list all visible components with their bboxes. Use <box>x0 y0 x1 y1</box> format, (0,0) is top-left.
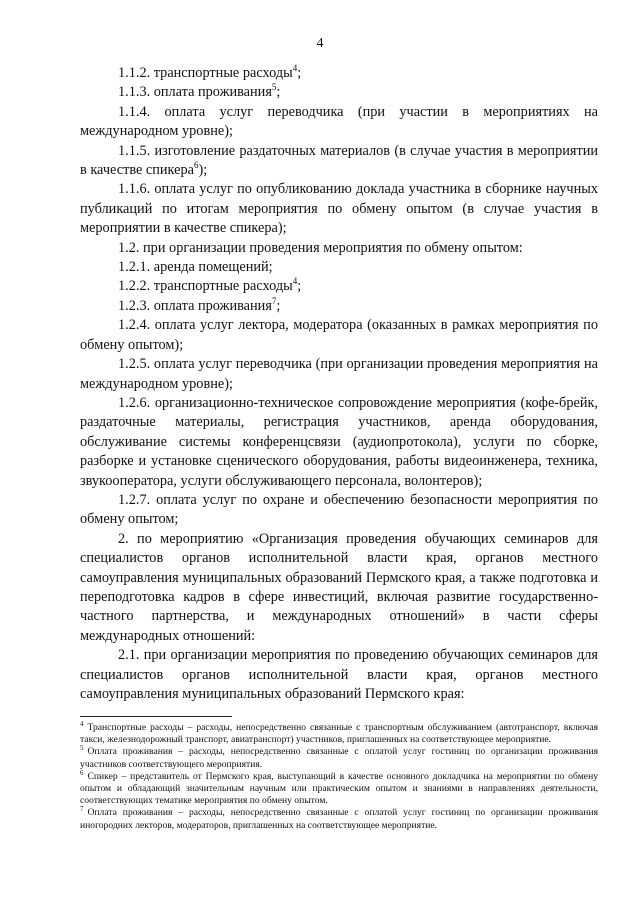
paragraph-text: 1.1.4. оплата услуг переводчика (при участии в мероприятиях на международном уровне); <box>80 103 598 140</box>
paragraph-tail: ; <box>297 278 302 295</box>
footnote-mark: 5 <box>80 744 84 753</box>
paragraph-tail: ; <box>276 297 281 314</box>
paragraph-text: 2.1. при организации мероприятия по проведению обучающих семинаров для специалистов органов исполнительной власти края, органов местного самоуправления муниципальных образований Пермского края: <box>80 647 598 702</box>
paragraph <box>80 394 598 491</box>
paragraph <box>80 316 598 355</box>
paragraph-text: 1.2.7. оплата услуг по охране и обеспечению безопасности мероприятия по обмену опытом; <box>80 491 598 528</box>
paragraph <box>80 355 598 394</box>
paragraph <box>80 103 598 142</box>
footnote-reference: 4 <box>292 276 298 287</box>
paragraph-text: 1.2. при организации проведения мероприятия по обмену опытом: <box>118 239 523 256</box>
paragraph <box>80 491 598 530</box>
footnote <box>80 807 598 831</box>
paragraph-text: 1.2.4. оплата услуг лектора, модератора (оказанных в рамках мероприятия по обмену опытом); <box>80 317 598 353</box>
footnote-text: Спикер – представитель от Пермского края, выступающий в качестве основного докладчика на мероприятии по обмену опытом и обладающий значительным научным или практическим опытом и знаниями в направлениях деятельности, соответствующих тематике мероприятия по обмену опытом. <box>80 770 598 807</box>
paragraph <box>80 142 598 181</box>
footnotes <box>80 719 598 832</box>
footnote-reference: 5 <box>271 82 277 93</box>
paragraph-text: 1.1.3. оплата проживания <box>118 84 272 101</box>
footnote-reference: 7 <box>271 296 277 307</box>
footnote-mark: 7 <box>80 805 84 814</box>
paragraph-tail: ; <box>276 84 281 101</box>
footnote-text: Транспортные расходы – расходы, непосредственно связанные с транспортным обслуживанием (автотранспорт, включая такси, железнодорожный транспорт, авиатранспорт) участников, приглашенных на соответствующее мероприятие. <box>80 722 598 746</box>
paragraph-text: 1.1.5. изготовление раздаточных материалов (в случае участия в мероприятии в качестве спикера <box>80 142 598 179</box>
footnote <box>80 746 598 770</box>
footnote-reference: 4 <box>292 63 298 74</box>
paragraph-text: 1.2.5. оплата услуг переводчика (при организации проведения мероприятия на международном уровне); <box>80 356 598 392</box>
footnote-separator <box>80 716 232 717</box>
paragraph <box>80 239 598 258</box>
paragraph-text: 1.2.1. аренда помещений; <box>118 259 273 276</box>
paragraph-text: 1.2.6. организационно-техническое сопровождение мероприятия (кофе-брейк, раздаточные материалы, регистрация участников, аренда оборудования, обслуживание системы конференцсвязи (аудиопротокола), услуги по сборке, разборке и установке сценического оборудования, работы видеоинженера, техника, звукооператора, услуги обслуживающего персонала, волонтеров); <box>80 394 598 489</box>
paragraph <box>80 180 598 238</box>
paragraph-text: 1.1.2. транспортные расходы <box>118 65 293 81</box>
document-body <box>80 64 598 704</box>
paragraph <box>80 83 598 102</box>
page-number: 4 <box>316 36 324 51</box>
paragraph <box>80 258 598 277</box>
paragraph-text: 1.1.6. оплата услуг по опубликованию доклада участника в сборнике научных публикаций по итогам мероприятия по обмену опытом (в случае участия в мероприятии в качестве спикера); <box>80 181 598 237</box>
footnote <box>80 719 598 746</box>
paragraph-text: 1.2.3. оплата проживания <box>118 297 272 314</box>
paragraph-tail: ; <box>297 65 302 81</box>
paragraph <box>80 530 598 646</box>
paragraph <box>80 297 598 316</box>
footnote-text: Оплата проживания – расходы, непосредственно связанные с оплатой услуг гостиниц по организации проживания иногородних лекторов, модераторов, приглашенных на соответствующее мероприятие. <box>80 807 598 831</box>
paragraph <box>80 64 598 83</box>
footnote-mark: 4 <box>80 719 84 728</box>
paragraph-tail: ); <box>198 162 208 179</box>
footnote-mark: 6 <box>80 768 84 777</box>
paragraph-text: 1.2.2. транспортные расходы <box>118 278 293 295</box>
paragraph <box>80 277 598 296</box>
footnote <box>80 768 598 808</box>
footnote-text: Оплата проживания – расходы, непосредственно связанные с оплатой услуг гостиниц по организации проживания участников соответствующего мероприятия. <box>80 746 598 770</box>
paragraph <box>80 646 598 704</box>
paragraph-text: 2. по мероприятию «Организация проведения обучающих семинаров для специалистов органов исполнительной власти края, органов местного самоуправления муниципальных образований Пермского края, а также подготовка и переподготовка кадров в сфере инвестиций, включая развитие государственно-частного партнерства, и международных отношений» в части сферы международных отношений: <box>80 530 598 644</box>
footnote-reference: 6 <box>193 160 199 171</box>
